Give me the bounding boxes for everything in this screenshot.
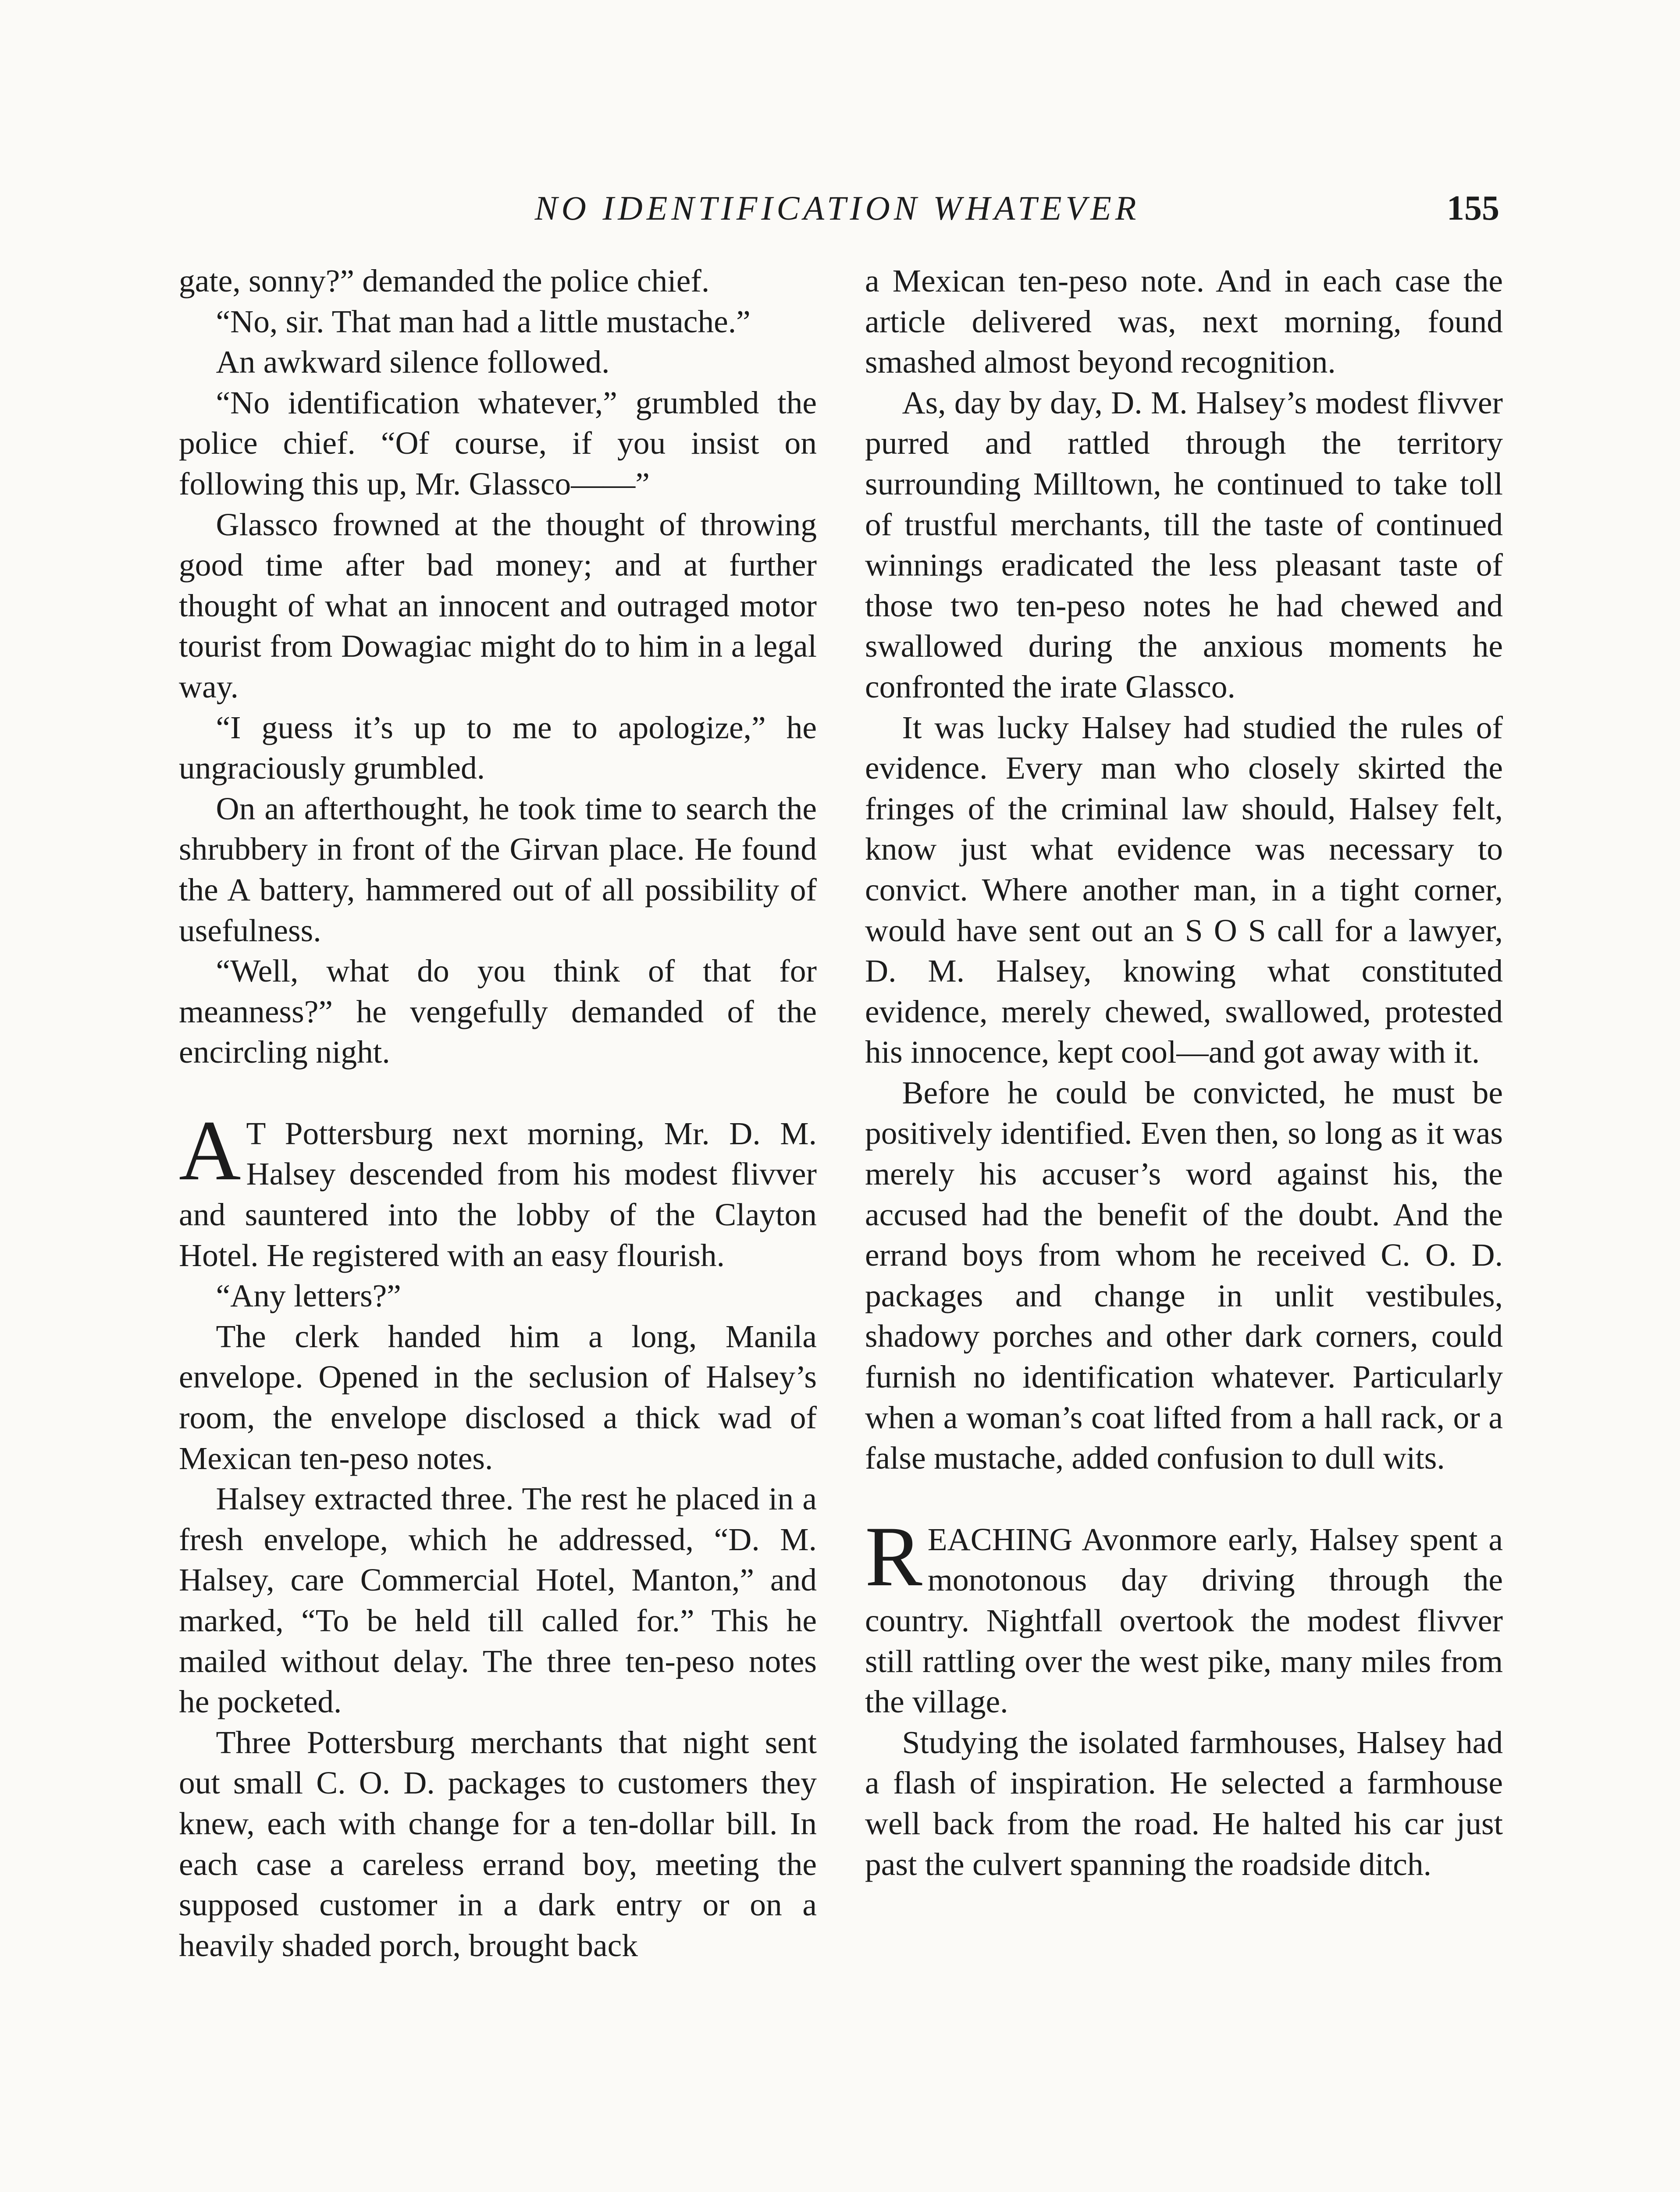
paragraph: “No identification whatever,” grumbled the police chief. “Of course, if you insist on following this up, Mr. Glassco——” (179, 384, 817, 502)
paragraph: Before he could be convicted, he must be positively identified. Even then, so long as it was merely his accuser’s word against his, the accused had the benefit of the doubt. And the errand boys from whom he received C. O. D. packages and change in unlit vestibules, shadowy porches and other dark corners, could furnish no identification whatever. Particularly when a woman’s coat lifted from a hall rack, or a false mustache, added confusion to dull wits. (865, 1075, 1503, 1476)
left-column (179, 261, 817, 1966)
page-number: 155 (1447, 189, 1499, 228)
section-opening-paragraph (179, 1103, 817, 1276)
paragraph: gate, sonny?” demanded the police chief. (179, 263, 710, 299)
paragraph: An awkward silence followed. (216, 344, 610, 380)
drop-cap: R (865, 1509, 922, 1604)
paragraph: It was lucky Halsey had studied the rules of evidence. Every man who closely skirted the fringes of the criminal law should, Halsey felt, know just what evidence was necessary to convict. Where another man, in a tight corner, would have sent out an S O S call for a lawyer, D. M. Halsey, knowing what constituted evidence, merely chewed, swallowed, protested his innocence, kept cool—and got away with it. (865, 709, 1503, 1070)
paragraph: Three Pottersburg merchants that night sent out small C. O. D. packages to customers they knew, each with change for a ten-dollar bill. In each case a careless errand boy, meeting the supposed customer in a dark entry or on a heavily shaded porch, brought back (179, 1724, 817, 1963)
paragraph: “No, sir. That man had a little mustache.” (216, 303, 751, 339)
paragraph: “I guess it’s up to me to apologize,” he ungraciously grumbled. (179, 709, 817, 786)
paragraph: Halsey extracted three. The rest he placed in a fresh envelope, which he addressed, “D. M. Halsey, care Commercial Hotel, Manton,” and marked, “To be held till called for.” This he mailed without delay. The three ten-peso notes he pocketed. (179, 1481, 817, 1720)
right-column (865, 261, 1503, 1885)
paragraph-text: EACHING Avonmore early, Halsey spent a monotonous day driving through the country. Nightfall overtook the modest flivver still rattling over the west pike, many miles from the village. (865, 1521, 1503, 1720)
page-header (175, 184, 1499, 237)
drop-cap: A (179, 1103, 241, 1198)
paragraph: “Well, what do you think of that for meanness?” he vengefully demanded of the encircling night. (179, 953, 817, 1070)
section-opening-paragraph (865, 1509, 1503, 1722)
paragraph: Studying the isolated farmhouses, Halsey had a flash of inspiration. He selected a farmhouse well back from the road. He halted his car just past the culvert spanning the roadside ditch. (865, 1724, 1503, 1882)
paragraph: The clerk handed him a long, Manila envelope. Opened in the seclusion of Halsey’s room, the envelope disclosed a thick wad of Mexican ten-peso notes. (179, 1318, 817, 1476)
paragraph: “Any letters?” (216, 1278, 401, 1314)
paragraph: a Mexican ten-peso note. And in each case the article delivered was, next morning, found smashed almost beyond recognition. (865, 263, 1503, 380)
running-title: NO IDENTIFICATION WHATEVER (534, 189, 1140, 227)
paragraph: Glassco frowned at the thought of throwing good time after bad money; and at further thought of what an innocent and outraged motor tourist from Dowagiac might do to him in a legal way. (179, 506, 817, 705)
paragraph: On an afterthought, he took time to search the shrubbery in front of the Girvan place. He found the A battery, hammered out of all possibility of usefulness. (179, 790, 817, 948)
paragraph-text: T Pottersburg next morning, Mr. D. M. Halsey descended from his modest flivver and sauntered into the lobby of the Clayton Hotel. He registered with an easy flourish. (179, 1115, 817, 1273)
paragraph: As, day by day, D. M. Halsey’s modest flivver purred and rattled through the territory surrounding Milltown, he continued to take toll of trustful merchants, till the taste of continued winnings eradicated the less pleasant taste of those two ten-peso notes he had chewed and swallowed during the anxious moments he confronted the irate Glassco. (865, 384, 1503, 705)
